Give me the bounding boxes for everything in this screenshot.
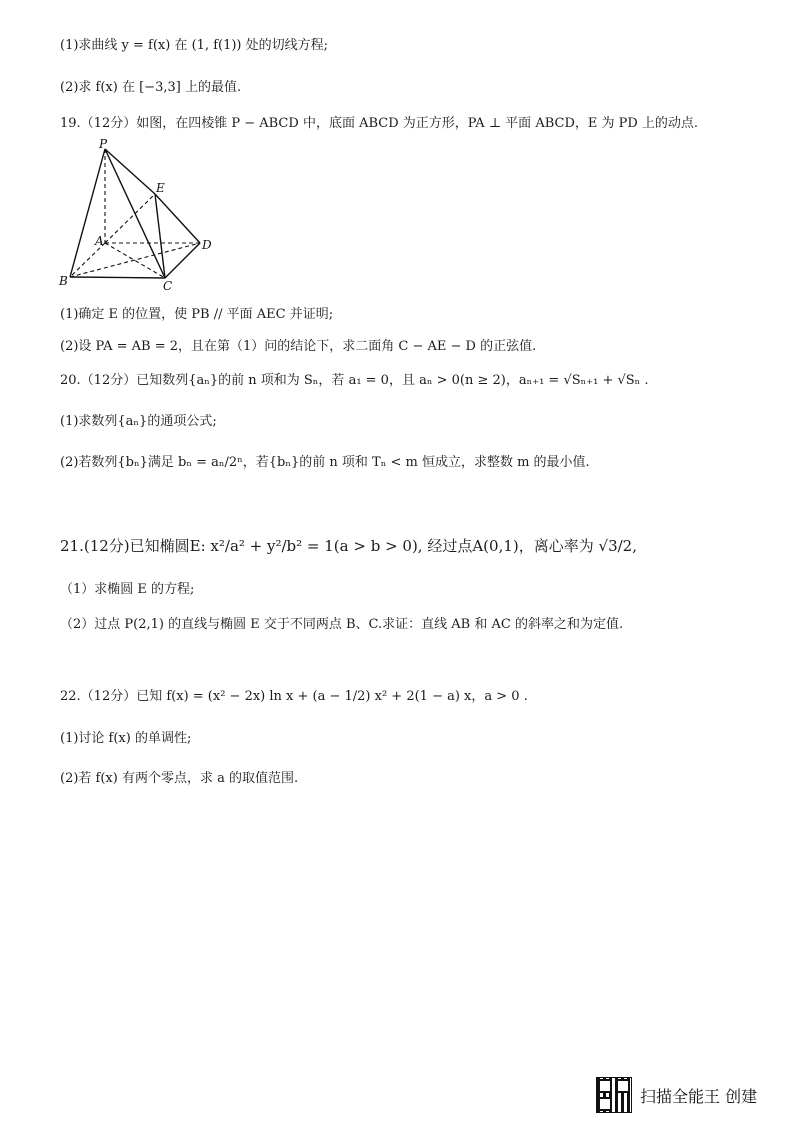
- edge-ac: [105, 243, 165, 278]
- scanner-watermark: [596, 1077, 757, 1113]
- q22-part2: (2)若 f(x) 有两个零点，求 a 的取值范围.: [60, 771, 299, 786]
- edge-cd: [165, 243, 200, 278]
- label-e: E: [156, 181, 165, 195]
- q19-stem: 19.（12分）如图，在四棱锥 P − ABCD 中，底面 ABCD 为正方形，PA ⊥ 平面 ABCD，E 为 PD 上的动点.: [60, 116, 699, 131]
- qr-code-icon: [596, 1077, 632, 1113]
- q21-part1: （1）求椭圆 E 的方程;: [60, 582, 195, 597]
- q22-stem: 22.（12分）已知 f(x) = (x² − 2x) ln x + (a − 1/2) x² + 2(1 − a) x，a > 0 .: [60, 689, 528, 704]
- q20-part2: (2)若数列{bₙ}满足 bₙ = aₙ/2ⁿ，若{bₙ}的前 n 项和 Tₙ < m 恒成立，求整数 m 的最小值.: [60, 455, 590, 470]
- q18-part2: (2)求 f(x) 在 [−3,3] 上的最值.: [60, 80, 242, 95]
- edge-ed: [155, 194, 200, 243]
- label-a: A: [95, 234, 104, 248]
- q19-part2: (2)设 PA = AB = 2，且在第（1）问的结论下，求二面角 C − AE − D 的正弦值.: [60, 339, 537, 354]
- label-d: D: [202, 238, 212, 252]
- edge-ec: [155, 194, 165, 278]
- q21-part2: （2）过点 P(2,1) 的直线与椭圆 E 交于不同两点 B、C.求证：直线 AB 和 AC 的斜率之和为定值.: [60, 617, 624, 632]
- label-p: P: [99, 137, 108, 151]
- label-c: C: [163, 279, 173, 292]
- q18-part1: (1)求曲线 y = f(x) 在 (1, f(1)) 处的切线方程;: [60, 38, 329, 53]
- q22-part1: (1)讨论 f(x) 的单调性;: [60, 731, 192, 746]
- edge-pe: [105, 149, 155, 194]
- edge-bc: [70, 277, 165, 278]
- q21-stem: 21.(12分)已知椭圆E: x²/a² + y²/b² = 1(a > b > 0), 经过点A(0,1)，离心率为 √3/2,: [60, 537, 637, 555]
- q19-part1: (1)确定 E 的位置，使 PB // 平面 AEC 并证明;: [60, 307, 334, 322]
- label-b: B: [59, 274, 68, 288]
- pyramid-diagram: [55, 137, 225, 292]
- pyramid-figure: [55, 137, 225, 292]
- q20-part1: (1)求数列{aₙ}的通项公式;: [60, 414, 217, 429]
- edge-pb: [70, 149, 105, 277]
- watermark-text: 扫描全能王 创建: [640, 1086, 758, 1106]
- edge-bd: [70, 243, 200, 277]
- q20-stem: 20.（12分）已知数列{aₙ}的前 n 项和为 Sₙ，若 a₁ = 0，且 aₙ > 0(n ≥ 2)，aₙ₊₁ = √Sₙ₊₁ + √Sₙ .: [60, 373, 649, 388]
